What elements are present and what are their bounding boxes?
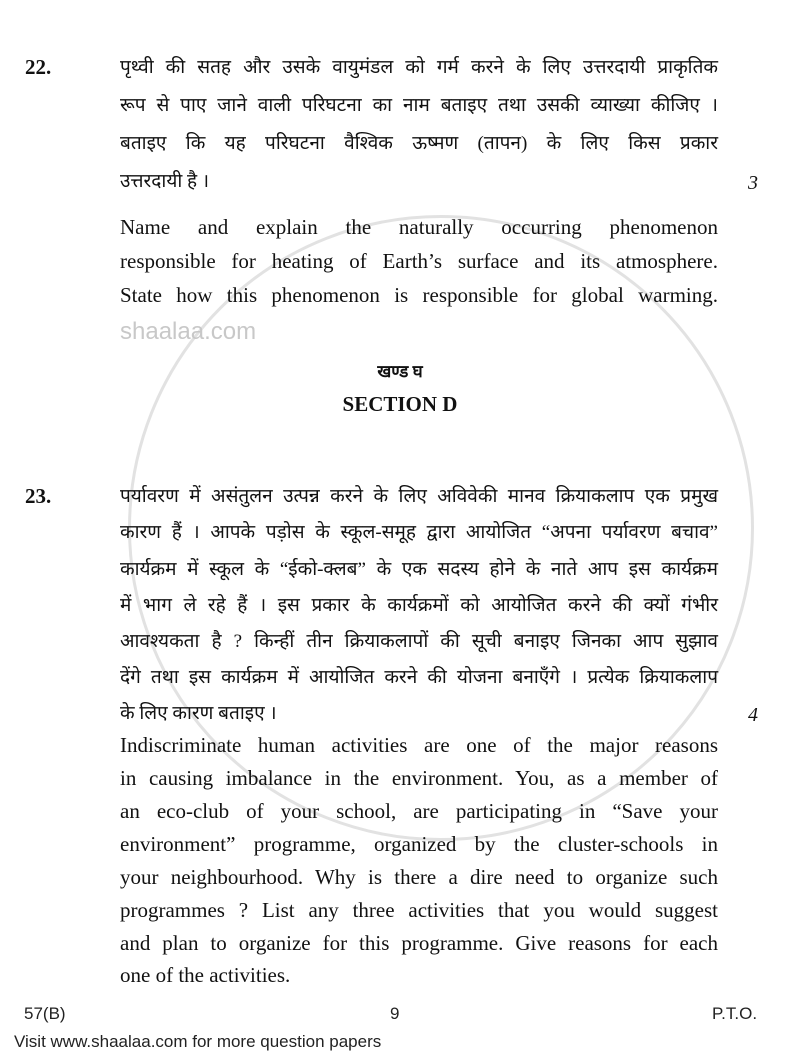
paper-code: 57(B) xyxy=(24,1004,66,1023)
q22-number: 22. xyxy=(25,55,52,79)
q22-english-line: State how this phenomenon is responsible for global warming. xyxy=(120,283,718,307)
q23-marks: 4 xyxy=(748,704,758,726)
q23-hindi-line: देंगे तथा इस कार्यक्रम में आयोजित करने की योजना बनाएँगे । प्रत्येक क्रियाकलाप xyxy=(120,667,718,688)
page-number: 9 xyxy=(390,1004,400,1023)
q23-hindi-line: कार्यक्रम में स्कूल के “ईको-क्लब” के एक सदस्य होने के नाते आप इस कार्यक्रम xyxy=(120,559,718,580)
q22-marks: 3 xyxy=(748,172,758,194)
q22-hindi-line: रूप से पाए जाने वाली परिघटना का नाम बताइए तथा उसकी व्याख्या कीजिए । xyxy=(120,95,718,116)
q23-english-line: programmes ? List any three activities that you would suggest xyxy=(120,898,718,922)
section-heading-hindi: खण्ड घ xyxy=(377,362,423,381)
q23-hindi-line: पर्यावरण में असंतुलन उत्पन्न करने के लिए अविवेकी मानव क्रियाकलाप एक प्रमुख xyxy=(120,486,718,507)
q23-english-line: in causing imbalance in the environment. You, as a member of xyxy=(120,766,718,790)
q23-english-line: environment” programme, organized by the cluster-schools in xyxy=(120,832,718,856)
q23-english-line: your neighbourhood. Why is there a dire need to organize such xyxy=(120,865,718,889)
pto-label: P.T.O. xyxy=(712,1004,758,1023)
q23-hindi-line: के लिए कारण बताइए । xyxy=(120,703,277,724)
q22-english-line: Name and explain the naturally occurring phenomenon xyxy=(120,215,718,239)
visit-link[interactable]: Visit www.shaalaa.com for more question papers xyxy=(14,1032,382,1051)
q23-english-line: one of the activities. xyxy=(120,963,291,987)
q22-english-line: responsible for heating of Earth’s surface and its atmosphere. xyxy=(120,249,718,273)
q23-hindi-line: कारण हैं । आपके पड़ोस के स्कूल-समूह द्वारा आयोजित “अपना पर्यावरण बचाव” xyxy=(120,522,718,543)
q23-english-line: an eco-club of your school, are participating in “Save your xyxy=(120,799,718,823)
q23-hindi-line: आवश्यकता है ? किन्हीं तीन क्रियाकलापों की सूची बनाइए जिनका आप सुझाव xyxy=(120,631,718,652)
q22-hindi-line: बताइए कि यह परिघटना वैश्विक ऊष्मण (तापन) के लिए किस प्रकार xyxy=(120,133,718,154)
q23-hindi-line: में भाग ले रहे हैं । इस प्रकार के कार्यक्रमों को आयोजित करने की क्यों गंभीर xyxy=(120,595,718,616)
q23-english-line: Indiscriminate human activities are one of the major reasons xyxy=(120,733,718,757)
q23-english-line: and plan to organize for this programme. Give reasons for each xyxy=(120,931,718,955)
q23-number: 23. xyxy=(25,484,52,508)
section-heading: SECTION D xyxy=(342,392,458,416)
watermark-text: shaalaa.com xyxy=(120,318,257,345)
q22-hindi-line: पृथ्वी की सतह और उसके वायुमंडल को गर्म करने के लिए उत्तरदायी प्राकृतिक xyxy=(120,57,718,78)
q22-hindi-line: उत्तरदायी है । xyxy=(120,171,210,192)
